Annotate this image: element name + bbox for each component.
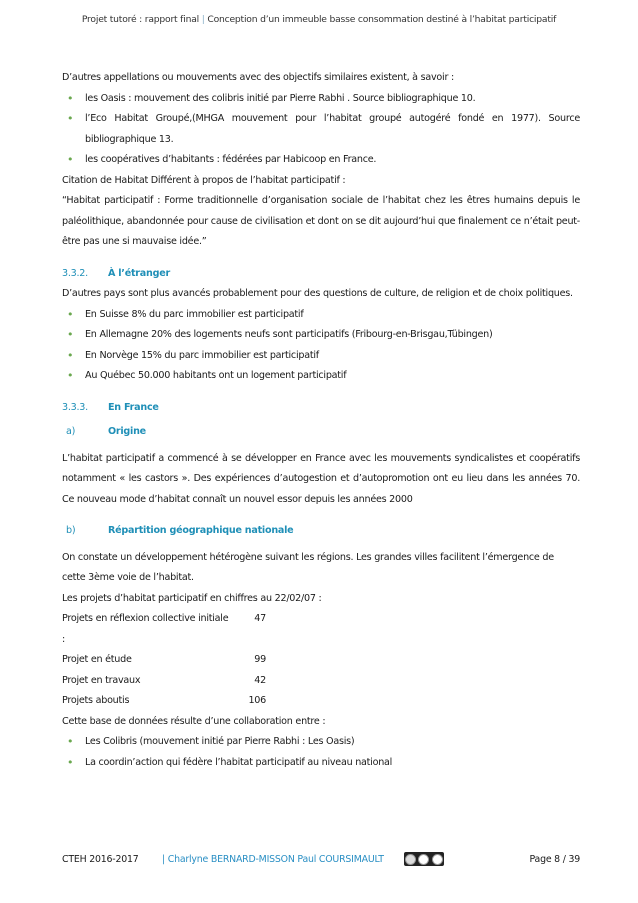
citation-intro: Citation de Habitat Différent à propos de l’habitat participatif : — [62, 174, 346, 186]
etranger-intro: D’autres pays sont plus avancés probablement pour des questions de culture, de religion et de choix politiques. — [62, 288, 573, 299]
list-item: • La coordin’action qui fédère l’habitat participatif au niveau national — [62, 753, 580, 774]
list-item: • les Oasis : mouvement des colibris initié par Pierre Rabhi . Source bibliographique 10. — [62, 89, 580, 110]
origine-paragraph: L’habitat participatif a commencé à se développer en France avec les mouvements syndicalistes et coopératifs notamment « les castors ». Des expériences d’autogestion et d’autopromotion ont eu lieu dans les années 70. Ce nouveau mode d’habitat connaît un nouvel essor depuis les années 2000 — [62, 452, 580, 505]
subsection-title: Répartition géographique nationale — [108, 525, 294, 536]
stats-row: Projet en étude 99 — [62, 654, 266, 665]
page-header — [40, 14, 598, 25]
stats-row: Projets en réflexion collective initiale : 47 — [62, 613, 266, 645]
section-title: En France — [108, 401, 159, 413]
repartition-paragraph: On constate un développement hétérogène suivant les régions. Les grandes villes facilitent l’émergence de cette 3ème voie de l’habitat. — [62, 551, 554, 583]
list-item: • Les Colibris (mouvement initié par Pierre Rabhi : Les Oasis) — [62, 732, 580, 753]
list-item: • l’Eco Habitat Groupé,(MHGA mouvement pour l’habitat groupé autogéré fondé en 1977). Source bibliographique 13. — [62, 109, 580, 150]
footer-authors: | Charlyne BERNARD-MISSON Paul COURSIMAULT — [162, 854, 384, 865]
footer-course: CTEH 2016-2017 — [62, 854, 139, 865]
page-footer — [62, 854, 580, 870]
bullet-icon: • — [67, 735, 74, 748]
bullet-icon: • — [67, 369, 74, 382]
bullet-icon: • — [67, 307, 74, 321]
subsection-number: a) — [66, 426, 76, 437]
subsection-heading-origine — [62, 422, 580, 443]
bullet-icon: • — [67, 112, 74, 125]
subsection-title: Origine — [108, 426, 146, 437]
bullet-icon: • — [67, 153, 74, 166]
section-title: À l’étranger — [108, 267, 170, 279]
bullet-icon: • — [67, 328, 74, 341]
list-item: • Au Québec 50.000 habitants ont un logement participatif — [62, 366, 580, 387]
stats-title: Les projets d’habitat participatif en chiffres au 22/02/07 : — [62, 592, 322, 604]
bullet-icon: • — [67, 91, 74, 105]
subsection-heading-repartition — [62, 521, 580, 542]
header-left: Projet tutoré : rapport final — [81, 14, 199, 25]
section-number: 3.3.3. — [62, 401, 88, 413]
list-item: • En Allemagne 20% des logements neufs sont participatifs (Fribourg-en-Brisgau,Tübingen) — [62, 325, 580, 346]
subsection-number: b) — [66, 525, 76, 536]
collab-intro: Cette base de données résulte d’une collaboration entre : — [62, 715, 326, 727]
citation-text: “Habitat participatif : Forme traditionnelle d’organisation sociale de l’habitat chez les êtres humains depuis le paléolithique, abandonnée pour cause de civilisation et dont on se dit aujourd’hui que finalement ce n’était peut-être pas une si mauvaise idée.” — [62, 195, 580, 247]
section-number: 3.3.2. — [62, 267, 88, 279]
header-separator: | — [201, 14, 205, 25]
creative-commons-icon — [404, 852, 444, 866]
header-right: Conception d’un immeuble basse consommation destiné à l’habitat participatif — [207, 14, 557, 25]
list-item: • En Norvège 15% du parc immobilier est participatif — [62, 346, 580, 367]
stats-row: Projet en travaux 42 — [62, 674, 266, 686]
bullet-icon: • — [67, 755, 74, 769]
section-heading-etranger — [62, 264, 580, 285]
list-item: • les coopératives d’habitants : fédérées par Habicoop en France. — [62, 150, 580, 171]
bullet-icon: • — [67, 348, 74, 362]
intro-paragraph: D’autres appellations ou mouvements avec des objectifs similaires existent, à savoir : — [62, 72, 454, 83]
page-content — [62, 68, 580, 773]
footer-page-number: Page 8 / 39 — [529, 854, 580, 865]
stats-row: Projets aboutis 106 — [62, 695, 266, 706]
section-heading-france — [62, 398, 580, 419]
list-item: • En Suisse 8% du parc immobilier est participatif — [62, 305, 580, 326]
